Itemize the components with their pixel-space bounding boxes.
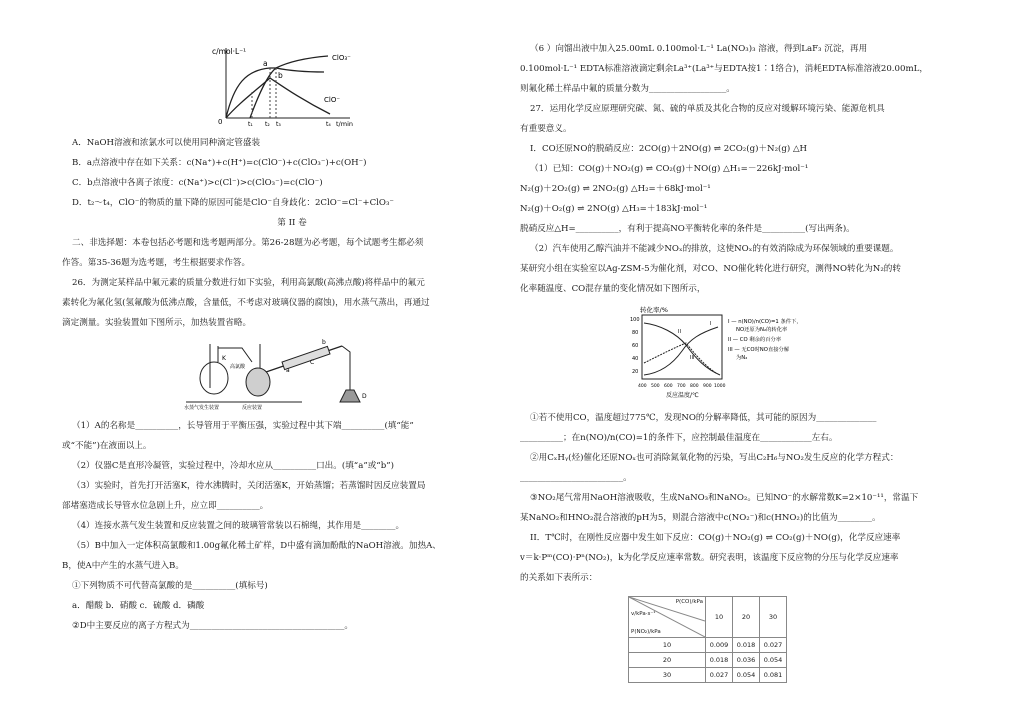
label-b: b: [322, 339, 326, 346]
label-c: C: [310, 359, 315, 366]
equation-1: （1）已知：CO(g)＋NO₂(g) ⇌ CO₂(g)＋NO(g) △H₁=－226kJ·mol⁻¹: [530, 164, 809, 174]
ytick-80: 80: [632, 330, 639, 336]
label-mixture: 高氯酸: [230, 364, 246, 370]
legend-i: I — n(NO)/n(CO)=1 条件下，: [728, 319, 802, 325]
curve-clo3: [250, 56, 328, 118]
point-a: a: [263, 59, 268, 68]
table-cell: 0.027: [760, 638, 787, 653]
q5-line-1: （5）B中加入一定体积高氯酸和1.00g氟化稀土矿样，D中盛有滴加酚酞的NaOH溶液。加热A、: [72, 541, 441, 551]
table-cell: 0.018: [706, 653, 733, 668]
q6-line-3: 则氟化稀土样品中氟的质量分数为__________________。: [520, 84, 735, 94]
marker-ii: II: [678, 329, 681, 335]
section-intro-line-2: 作答。第35-36题为选考题，考生根据要求作答。: [62, 258, 251, 268]
xtick-1000: 1000: [714, 384, 726, 389]
equation-2: N₂(g)＋2O₂(g) ⇌ 2NO₂(g) △H₂=＋68kJ·mol⁻¹: [520, 184, 711, 194]
ytick-100: 100: [630, 317, 640, 323]
table-cell: 0.054: [760, 653, 787, 668]
reaction-i: I．CO还原NO的脱硝反应：2CO(g)＋2NO(g) ⇌ 2CO₂(g)＋N₂(g) △H: [530, 144, 808, 154]
table-row: [629, 638, 787, 653]
q3-line-2: 部堵塞造成长导管水位急剧上升，应立即__________。: [62, 501, 269, 511]
table-col-header: 30: [760, 597, 787, 638]
xtick-600: 600: [664, 384, 673, 389]
q26-line-3: 滴定测量。实验装置如下图所示，加热装置省略。: [62, 318, 252, 328]
ytick-20: 20: [632, 369, 639, 375]
part-ii-line-1: II．T℃时，在刚性反应器中发生如下反应：CO(g)＋NO₂(g) ⇌ CO₂(g)＋NO(g)，化学反应速率: [530, 533, 901, 543]
tick-t3: t₃: [276, 121, 281, 128]
table-row: [629, 653, 787, 668]
curve-iii: [644, 343, 716, 373]
label-reactor: 反应装置: [242, 405, 263, 411]
curve-clo: [226, 78, 330, 118]
rate-table: [628, 596, 787, 683]
q1-line-1: （1）A的名称是__________，长导管用于平衡压强，实验过程中其下端__________(填“能”: [72, 421, 414, 431]
xtick-800: 800: [690, 384, 699, 389]
equation-4: 脱硝反应△H=__________，有利于提高NO平衡转化率的条件是__________(写出两条)。: [520, 224, 855, 234]
table-row-header: 30: [629, 668, 706, 683]
table-row-header: 10: [629, 638, 706, 653]
graph-xlabel: t/min: [336, 120, 353, 128]
sub-b-line-2: ________________________。: [520, 473, 632, 483]
flask-d: [340, 390, 360, 402]
part-2-line-3: 化率随温度、CO混存量的变化情况如下图所示，: [520, 284, 706, 294]
table-corner-cell: [629, 597, 706, 638]
label-clo3: ClO₃⁻: [332, 54, 351, 62]
sub-a-line-2: __________；在n(NO)/n(CO)=1的条件下，应控制最佳温度在____________左右。: [520, 433, 838, 443]
corner-bot: P(NO₂)/kPa: [631, 629, 661, 635]
section-intro-line-1: 二、非选择题：本卷包括必考题和选考题两部分。第26-28题为必考题，每个试题考生都必须: [72, 238, 424, 248]
table-col-header: 10: [706, 597, 733, 638]
sub-c-line-2: 某NaNO₂和HNO₂混合溶液的pH为5，则混合溶液中c(NO₂⁻)和c(HNO₂)的比值为________。: [520, 513, 881, 523]
q4: （4）连接水蒸气发生装置和反应装置之间的玻璃管常装以石棉绳，其作用是________。: [72, 521, 405, 531]
xtick-900: 900: [703, 384, 712, 389]
curve-upper: [226, 68, 324, 118]
q5-line-2: B，使A中产生的水蒸气进入B。: [62, 561, 184, 571]
label-a: a: [286, 367, 290, 374]
table-cell: 0.054: [733, 668, 760, 683]
q27-line-2: 有重要意义。: [520, 124, 572, 134]
chart-xlabel: 反应温度/℃: [666, 392, 699, 399]
tick-t1: t₁: [248, 121, 253, 128]
label-clo: ClO⁻: [324, 96, 341, 104]
option-b: B．a点溶液中存在如下关系：c(Na⁺)+c(H⁺)=c(ClO⁻)+c(ClO₃⁻)+c(OH⁻): [72, 158, 367, 168]
point-b: b: [278, 71, 283, 80]
label-d: D: [362, 393, 367, 400]
chart-ylabel: 转化率/%: [640, 306, 668, 314]
sub-c-line-1: ③NO₂尾气常用NaOH溶液吸收，生成NaNO₃和NaNO₂。已知NO⁻的水解常数K=2×10⁻¹¹，常温下: [530, 493, 919, 503]
corner-top: P(CO)/kPa: [675, 599, 703, 605]
table-cell: 0.027: [706, 668, 733, 683]
table-col-header: 20: [733, 597, 760, 638]
rate-table-wrap: [628, 596, 787, 683]
part-2-line-1: （2）汽车使用乙醇汽油并不能减少NOₓ的排放，这使NOₓ的有效消除成为环保领域的重要课题。: [530, 244, 899, 254]
part-ii-line-2: v＝k·Pᵐ(CO)·Pⁿ(NO₂)，k为化学反应速率常数。研究表明，该温度下反应物的分压与化学反应速率: [520, 553, 899, 563]
section-title: 第 II 卷: [277, 218, 307, 228]
q1-line-2: 或“不能”)在液面以上。: [62, 441, 152, 451]
concentration-time-graph: [212, 44, 412, 128]
conversion-chart: [620, 303, 830, 399]
q6-line-2: 0.100mol·L⁻¹ EDTA标准溶液滴定剩余La³⁺(La³⁺与EDTA按1∶1络合)，消耗EDTA标准溶液20.00mL，: [520, 64, 928, 74]
q5-sub-2: ②D中主要反应的离子方程式为____________________________________。: [72, 621, 354, 631]
outlet-tube: [342, 346, 350, 392]
equation-3: N₂(g)＋O₂(g) ⇌ 2NO(g) △H₃=＋183kJ·mol⁻¹: [520, 204, 708, 214]
marker-i: I: [710, 321, 712, 327]
part-2-line-2: 某研究小组在实验室以Ag-ZSM-5为催化剂，对CO、NO催化转化进行研究，测得NO转化为N₂的转: [520, 264, 901, 274]
corner-mid: v/kPa·s⁻¹: [631, 611, 656, 617]
legend-i-b: NO还原为N₂的转化率: [736, 327, 788, 333]
tick-t4: t₄: [326, 121, 331, 128]
option-c: C．b点溶液中各离子浓度：c(Na⁺)>c(Cl⁻)>c(ClO₃⁻)=c(ClO⁻): [72, 178, 323, 188]
ytick-40: 40: [632, 356, 639, 362]
label-generator: 水蒸气发生装置: [184, 405, 220, 411]
q26-line-1: 26．为测定某样品中氟元素的质量分数进行如下实验，利用高氯酸(高沸点酸)将样品中的氟元: [72, 278, 425, 288]
tick-t2: t₂: [265, 121, 270, 128]
table-cell: 0.081: [760, 668, 787, 683]
q27-line-1: 27．运用化学反应原理研究碳、氮、硫的单质及其化合物的反应对缓解环境污染、能源危机具: [530, 104, 885, 114]
xtick-400: 400: [638, 384, 647, 389]
table-cell: 0.009: [706, 638, 733, 653]
graph-origin: 0: [218, 118, 223, 126]
label-k: K: [222, 355, 226, 362]
table-row-header: 20: [629, 653, 706, 668]
q5-sub-1: ①下列物质不可代替高氯酸的是__________(填标号): [72, 581, 268, 591]
legend-ii: II — CO 剩余的百分率: [728, 337, 782, 343]
part-ii-line-3: 的关系如下表所示：: [520, 573, 598, 583]
table-header-row: [629, 597, 787, 638]
distillation-apparatus: [182, 338, 392, 412]
table-cell: 0.018: [733, 638, 760, 653]
ytick-60: 60: [632, 343, 639, 349]
marker-iii: III: [690, 355, 695, 361]
option-d: D．t₂～t₄，ClO⁻的物质的量下降的原因可能是ClO⁻自身歧化：2ClO⁻=Cl⁻+ClO₃⁻: [72, 198, 394, 208]
q26-line-2: 素转化为氟化氢(氢氟酸为低沸点酸，含量低，不考虑对玻璃仪器的腐蚀)，用水蒸气蒸出，再通过: [62, 298, 430, 308]
q6-line-1: （6 ）向馏出液中加入25.00mL 0.100mol·L⁻¹ La(NO₃)₃ 溶液，得到LaF₃ 沉淀，再用: [530, 44, 868, 54]
flask-a: [200, 362, 228, 394]
table-cell: 0.036: [733, 653, 760, 668]
option-a: A．NaOH溶液和浓氯水可以使用同种滴定管盛装: [72, 138, 261, 148]
legend-iii-b: 为N₂: [736, 355, 748, 361]
xtick-700: 700: [677, 384, 686, 389]
table-row: [629, 668, 787, 683]
sub-a-line-1: ①若不使用CO，温度超过775℃，发现NO的分解率降低，其可能的原因为______________: [530, 413, 877, 423]
q3-line-1: （3）实验时，首先打开活塞K，待水沸腾时，关闭活塞K，开始蒸馏；若蒸馏时因反应装置局: [72, 481, 426, 491]
sub-b-line-1: ②用CₓHᵧ(烃)催化还原NOₓ也可消除氮氧化物的污染，写出C₂H₆与NO₂发生反应的化学方程式：: [530, 453, 899, 463]
legend-iii: III — 无CO时NO直接分解: [728, 347, 790, 353]
q5-options: a．醋酸 b．硝酸 c．硫酸 d．磷酸: [72, 601, 205, 611]
q2: （2）仪器C是直形冷凝管，实验过程中，冷却水应从__________口出。(填“a”或“b”): [72, 461, 394, 471]
xtick-500: 500: [651, 384, 660, 389]
graph-ylabel: c/mol·L⁻¹: [212, 47, 247, 56]
